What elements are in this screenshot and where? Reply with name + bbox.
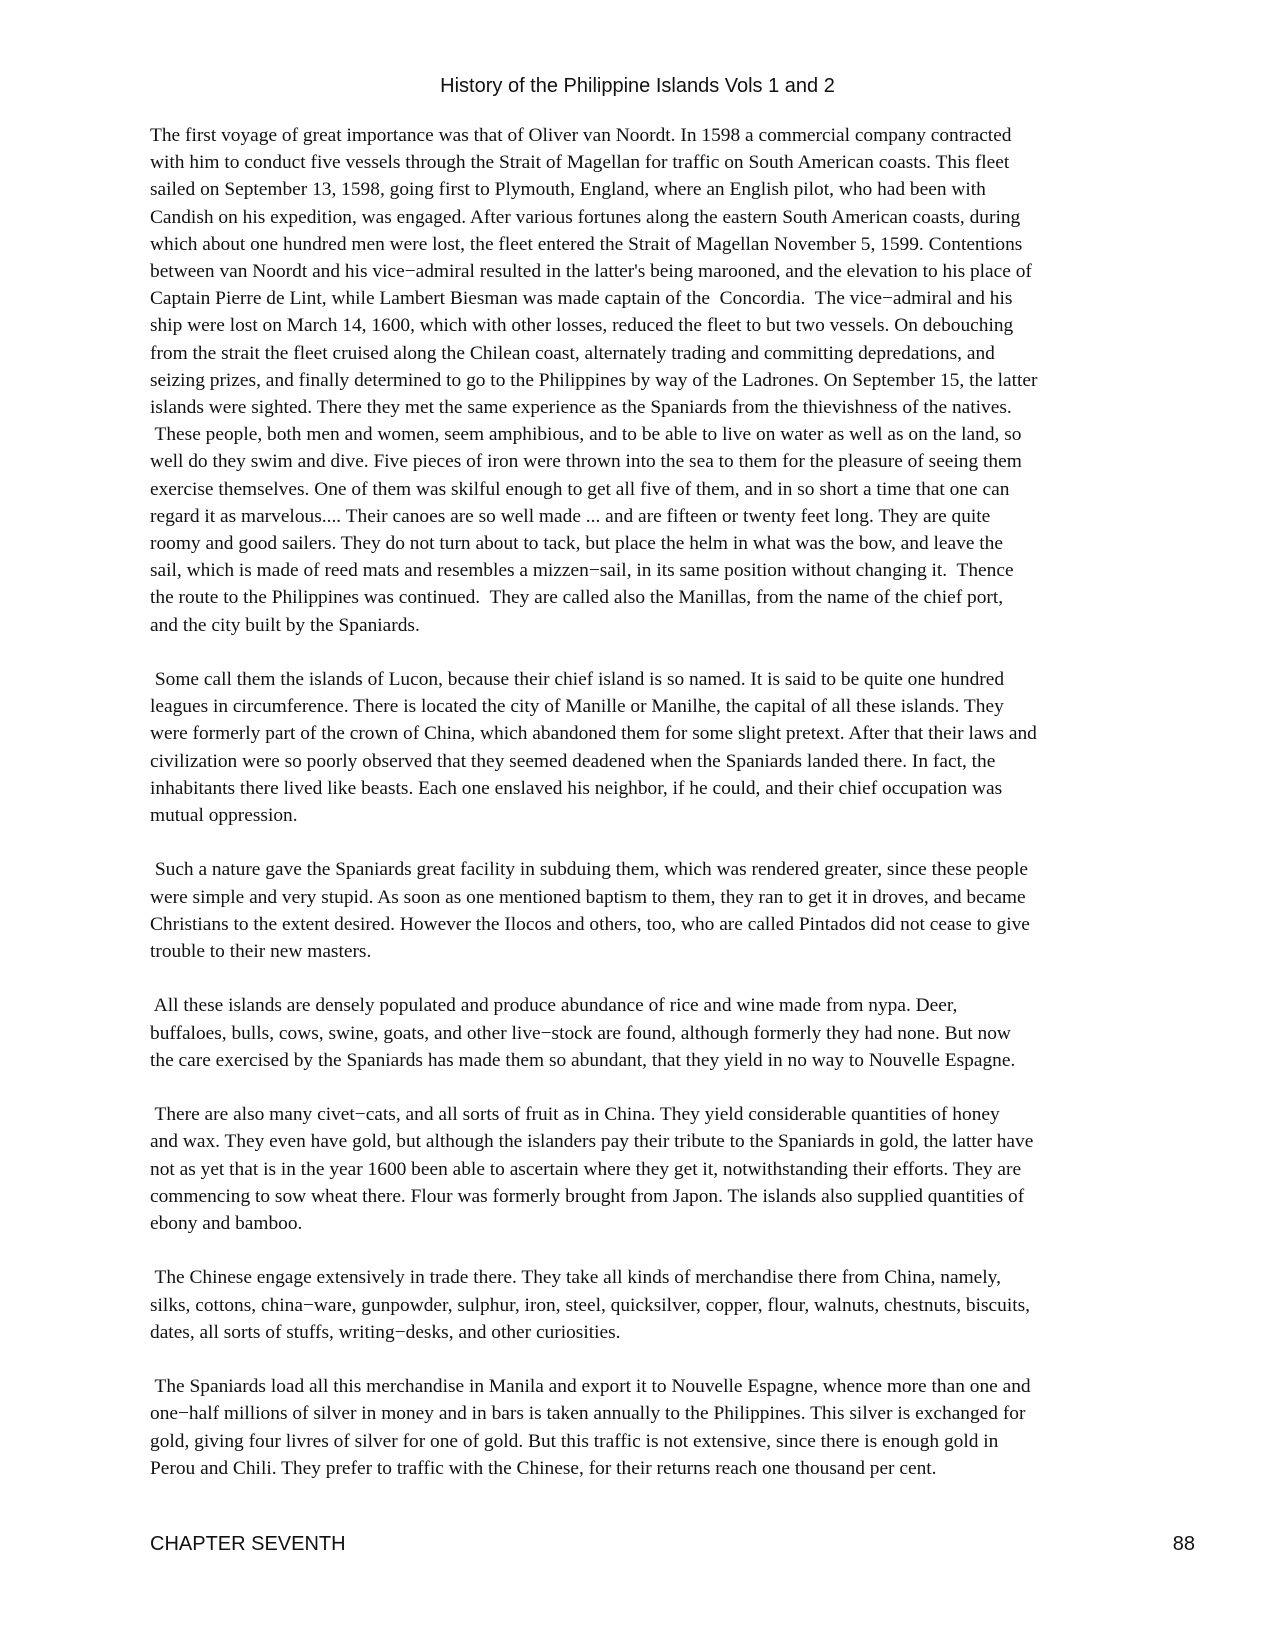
paragraph-4: All these islands are densely populated and produce abundance of rice and wine made from nypa. Deer, buffaloes, bulls, cows, swine, goats, and other live−stock are found, although formerly they had none. But now the care exercised by the Spaniards has made them so abundant, that they yield in no way to Nouvelle Espagne. [150,995,1016,1071]
footer-page-number: 88 [1172,1533,1195,1555]
paragraph-7: The Spaniards load all this merchandise in Manila and export it to Nouvelle Espagne, whence more than one and one−half millions of silver in money and in bars is taken annually to the Philippines. This silver is exchanged for gold, giving four livres of silver for one of gold. But this traffic is not extensive, since there is enough gold in Perou and Chili. They prefer to traffic with the Chinese, for their returns reach one thousand per cent. [150,1376,1031,1479]
footer-chapter-title: CHAPTER SEVENTH [150,1533,346,1555]
page-header-title: History of the Philippine Islands Vols 1 and 2 [440,75,835,97]
paragraph-1: The first voyage of great importance was that of Oliver van Noordt. In 1598 a commercial company contracted with him to conduct five vessels through the Strait of Magellan for traffic on South American coasts. This fleet sailed on September 13, 1598, going first to Plymouth, England, where an English pilot, who had been with Candish on his expedition, was engaged. After various fortunes along the eastern South American coasts, during which about one hundred men were lost, the fleet entered the Strait of Magellan November 5, 1599. Contentions between van Noordt and his vice−admiral resulted in the latter's being marooned, and the elevation to his place of Captain Pierre de Lint, while Lambert Biesman was made captain of the Concordia. The vice−admiral and his ship were lost on March 14, 1600, which with other losses, reduced the fleet to but two vessels. On debouching from the strait the fleet cruised along the Chilean coast, alternately trading and committing depredations, and seizing prizes, and finally determined to go to the Philippines by way of the Ladrones. On September 15, the latter islands were sighted. There they met the same experience as the Spaniards from the thievishness of the natives. These people, both men and women, seem amphibious, and to be able to live on water as well as on the land, so well do they swim and dive. Five pieces of iron were thrown into the sea to them for the pleasure of seeing them exercise themselves. One of them was skilful enough to get all five of them, and in so short a time that one can regard it as marvelous.... Their canoes are so well made ... and are fifteen or twenty feet long. They are quite roomy and good sailers. They do not turn about to tack, but place the helm in what was the bow, and leave the sail, which is made of reed mats and resembles a mizzen−sail, in its same position without changing it. Thence the route to the Philippines was continued. They are called also the Manillas, from the name of the chief port, and the city built by the Spaniards. [150,125,1038,636]
body-text [150,122,1200,1509]
paragraph-6: The Chinese engage extensively in trade there. They take all kinds of merchandise there from China, namely, silks, cottons, china−ware, gunpowder, sulphur, iron, steel, quicksilver, copper, flour, walnuts, chestnuts, biscuits, dates, all sorts of stuffs, writing−desks, and other curiosities. [150,1267,1031,1343]
paragraph-2: Some call them the islands of Lucon, because their chief island is so named. It is said to be quite one hundred leagues in circumference. There is located the city of Manille or Manilhe, the capital of all these islands. They were formerly part of the crown of China, which abandoned them for some slight pretext. After that their laws and civilization were so poorly observed that they seemed deadened when the Spaniards landed there. In fact, the inhabitants there lived like beasts. Each one enslaved his neighbor, if he could, and their chief occupation was mutual oppression. [150,669,1037,827]
paragraph-5: There are also many civet−cats, and all sorts of fruit as in China. They yield considerable quantities of honey and wax. They even have gold, but although the islanders pay their tribute to the Spaniards in gold, the latter have not as yet that is in the year 1600 been able to ascertain where they get it, notwithstanding their efforts. They are commencing to sow wheat there. Flour was formerly brought from Japon. The islands also supplied quantities of ebony and bamboo. [150,1104,1034,1235]
paragraph-3: Such a nature gave the Spaniards great facility in subduing them, which was rendered greater, since these people were simple and very stupid. As soon as one mentioned baptism to them, they ran to get it in droves, and became Christians to the extent desired. However the Ilocos and others, too, who are called Pintados did not cease to give trouble to their new masters. [150,859,1030,963]
